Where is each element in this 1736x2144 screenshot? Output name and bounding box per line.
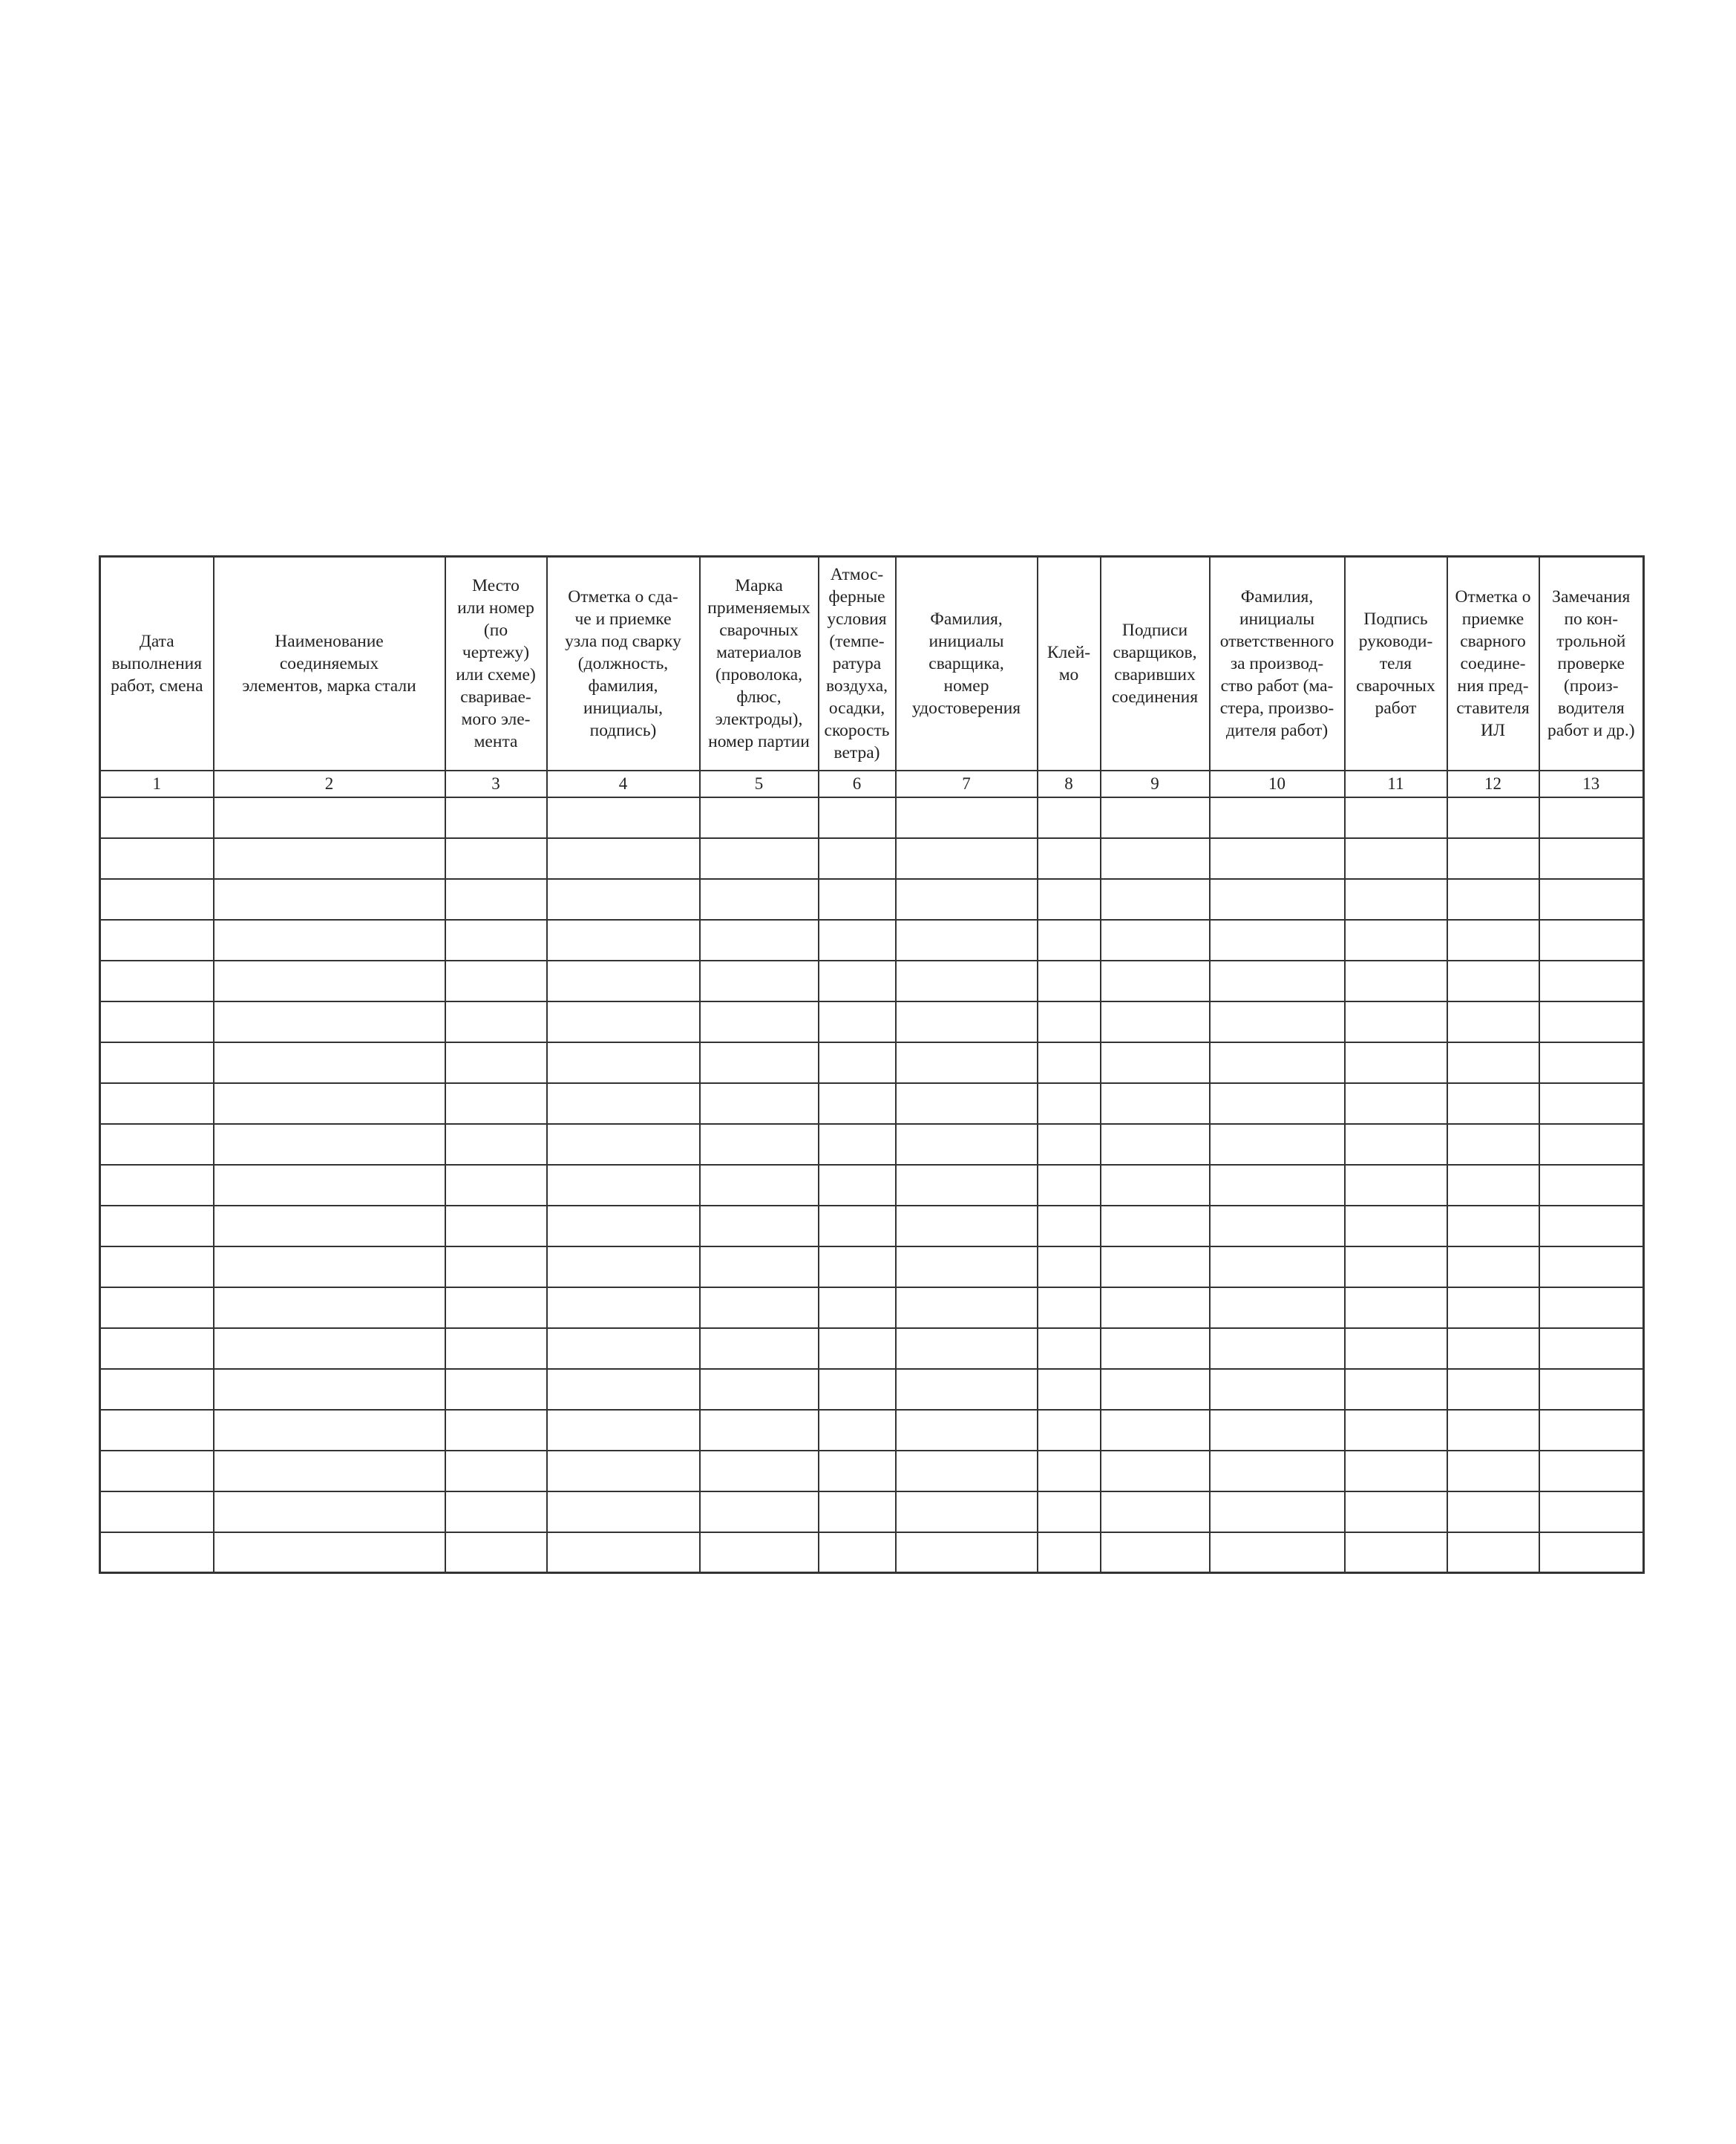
table-cell[interactable] bbox=[100, 1532, 214, 1573]
table-cell[interactable] bbox=[1447, 1328, 1539, 1369]
table-cell[interactable] bbox=[1447, 797, 1539, 838]
table-cell[interactable] bbox=[1539, 961, 1644, 1001]
table-cell[interactable] bbox=[896, 1246, 1038, 1287]
table-cell[interactable] bbox=[1101, 1042, 1210, 1083]
column-number-row bbox=[100, 771, 1644, 797]
table-cell[interactable] bbox=[100, 1124, 214, 1165]
table-cell[interactable] bbox=[1038, 1042, 1101, 1083]
column-header-location: Место или номер (по чертежу) или схеме) свариваe- мого эле- мента bbox=[445, 557, 547, 771]
table-cell[interactable] bbox=[1345, 1165, 1447, 1206]
table-cell[interactable] bbox=[700, 1124, 819, 1165]
table-cell[interactable] bbox=[700, 1532, 819, 1573]
table-cell[interactable] bbox=[547, 1042, 700, 1083]
table-cell[interactable] bbox=[700, 961, 819, 1001]
table-cell[interactable] bbox=[1038, 1451, 1101, 1491]
table-cell[interactable] bbox=[896, 1410, 1038, 1451]
table-cell[interactable] bbox=[700, 1165, 819, 1206]
table-cell[interactable] bbox=[1101, 1287, 1210, 1328]
table-cell[interactable] bbox=[896, 838, 1038, 879]
table-cell[interactable] bbox=[819, 1491, 896, 1532]
table-cell[interactable] bbox=[445, 838, 547, 879]
table-cell[interactable] bbox=[547, 961, 700, 1001]
table-cell[interactable] bbox=[1038, 1410, 1101, 1451]
table-cell[interactable] bbox=[214, 1124, 445, 1165]
table-cell[interactable] bbox=[1210, 879, 1345, 920]
table-cell[interactable] bbox=[1345, 1083, 1447, 1124]
table-cell[interactable] bbox=[896, 879, 1038, 920]
table-cell[interactable] bbox=[100, 879, 214, 920]
table-cell[interactable] bbox=[445, 961, 547, 1001]
table-cell[interactable] bbox=[1210, 1165, 1345, 1206]
table-row bbox=[100, 1451, 1644, 1491]
table-row bbox=[100, 1042, 1644, 1083]
table-cell[interactable] bbox=[1038, 1206, 1101, 1246]
table-cell[interactable] bbox=[700, 1246, 819, 1287]
column-header-date: Дата выполнения работ, смена bbox=[100, 557, 214, 771]
table-row bbox=[100, 1369, 1644, 1410]
table-cell[interactable] bbox=[1210, 1042, 1345, 1083]
table-cell[interactable] bbox=[1210, 1491, 1345, 1532]
table-cell[interactable] bbox=[1101, 1369, 1210, 1410]
column-number: 2 bbox=[214, 771, 445, 797]
table-cell[interactable] bbox=[700, 1287, 819, 1328]
table-row bbox=[100, 1532, 1644, 1573]
table-cell[interactable] bbox=[819, 1328, 896, 1369]
table-cell[interactable] bbox=[1539, 1410, 1644, 1451]
table-cell[interactable] bbox=[1539, 1491, 1644, 1532]
table-cell[interactable] bbox=[896, 961, 1038, 1001]
column-number: 3 bbox=[445, 771, 547, 797]
table-cell[interactable] bbox=[214, 920, 445, 961]
table-cell[interactable] bbox=[1345, 920, 1447, 961]
table-cell[interactable] bbox=[547, 1206, 700, 1246]
table-cell[interactable] bbox=[1539, 1369, 1644, 1410]
table-cell[interactable] bbox=[1210, 1369, 1345, 1410]
table-cell[interactable] bbox=[1210, 1532, 1345, 1573]
table-cell[interactable] bbox=[100, 1083, 214, 1124]
table-cell[interactable] bbox=[547, 1083, 700, 1124]
table-row bbox=[100, 1001, 1644, 1042]
table-cell[interactable] bbox=[100, 1287, 214, 1328]
table-cell[interactable] bbox=[1345, 1287, 1447, 1328]
table-row bbox=[100, 961, 1644, 1001]
table-cell[interactable] bbox=[214, 1042, 445, 1083]
table-cell[interactable] bbox=[445, 1328, 547, 1369]
table-cell[interactable] bbox=[100, 1042, 214, 1083]
table-cell[interactable] bbox=[547, 1001, 700, 1042]
table-cell[interactable] bbox=[819, 838, 896, 879]
table-cell[interactable] bbox=[1038, 1246, 1101, 1287]
table-cell[interactable] bbox=[819, 1532, 896, 1573]
column-number: 4 bbox=[547, 771, 700, 797]
table-cell[interactable] bbox=[445, 1287, 547, 1328]
table-cell[interactable] bbox=[1447, 961, 1539, 1001]
table-cell[interactable] bbox=[700, 1369, 819, 1410]
table-cell[interactable] bbox=[1447, 920, 1539, 961]
table-cell[interactable] bbox=[100, 1246, 214, 1287]
table-cell[interactable] bbox=[896, 1451, 1038, 1491]
table-cell[interactable] bbox=[1539, 1001, 1644, 1042]
table-cell[interactable] bbox=[1345, 1206, 1447, 1246]
table-cell[interactable] bbox=[100, 1001, 214, 1042]
table-cell[interactable] bbox=[1539, 1287, 1644, 1328]
table-cell[interactable] bbox=[214, 1246, 445, 1287]
table-cell[interactable] bbox=[1101, 1532, 1210, 1573]
table-cell[interactable] bbox=[1038, 1328, 1101, 1369]
table-cell[interactable] bbox=[1101, 1328, 1210, 1369]
table-cell[interactable] bbox=[214, 1206, 445, 1246]
table-cell[interactable] bbox=[1210, 1083, 1345, 1124]
table-cell[interactable] bbox=[700, 1001, 819, 1042]
table-cell[interactable] bbox=[445, 1246, 547, 1287]
table-cell[interactable] bbox=[819, 961, 896, 1001]
table-cell[interactable] bbox=[1038, 961, 1101, 1001]
table-cell[interactable] bbox=[214, 1369, 445, 1410]
table-cell[interactable] bbox=[896, 1328, 1038, 1369]
table-cell[interactable] bbox=[1447, 1001, 1539, 1042]
table-cell[interactable] bbox=[214, 1451, 445, 1491]
table-cell[interactable] bbox=[1447, 1369, 1539, 1410]
column-header-lab-acceptance: Отметка о приемке сварного соедине- ния пред- ставителя ИЛ bbox=[1447, 557, 1539, 771]
table-cell[interactable] bbox=[1038, 1124, 1101, 1165]
table-cell[interactable] bbox=[445, 1532, 547, 1573]
table-cell[interactable] bbox=[1345, 961, 1447, 1001]
table-row bbox=[100, 1165, 1644, 1206]
table-cell[interactable] bbox=[896, 920, 1038, 961]
table-cell[interactable] bbox=[1101, 1246, 1210, 1287]
table-cell[interactable] bbox=[819, 1287, 896, 1328]
table-cell[interactable] bbox=[1038, 1532, 1101, 1573]
table-cell[interactable] bbox=[819, 920, 896, 961]
table-cell[interactable] bbox=[1539, 1206, 1644, 1246]
column-header-stamp: Клей- мо bbox=[1038, 557, 1101, 771]
table-cell[interactable] bbox=[100, 920, 214, 961]
table-cell[interactable] bbox=[819, 879, 896, 920]
table-cell[interactable] bbox=[1038, 879, 1101, 920]
table-cell[interactable] bbox=[1447, 1042, 1539, 1083]
table-cell[interactable] bbox=[547, 1451, 700, 1491]
table-cell[interactable] bbox=[1038, 1083, 1101, 1124]
table-cell[interactable] bbox=[100, 961, 214, 1001]
table-cell[interactable] bbox=[896, 1165, 1038, 1206]
table-cell[interactable] bbox=[445, 879, 547, 920]
table-cell[interactable] bbox=[445, 1165, 547, 1206]
table-row bbox=[100, 1206, 1644, 1246]
table-row bbox=[100, 879, 1644, 920]
table-cell[interactable] bbox=[819, 1001, 896, 1042]
table-cell[interactable] bbox=[1101, 1165, 1210, 1206]
table-cell[interactable] bbox=[1345, 1246, 1447, 1287]
table-cell[interactable] bbox=[100, 1451, 214, 1491]
table-cell[interactable] bbox=[700, 920, 819, 961]
table-cell[interactable] bbox=[1539, 1451, 1644, 1491]
table-cell[interactable] bbox=[700, 838, 819, 879]
table-cell[interactable] bbox=[1038, 920, 1101, 961]
table-cell[interactable] bbox=[896, 1491, 1038, 1532]
table-cell[interactable] bbox=[1539, 1165, 1644, 1206]
table-cell[interactable] bbox=[1101, 1206, 1210, 1246]
table-cell[interactable] bbox=[445, 1369, 547, 1410]
table-cell[interactable] bbox=[1539, 838, 1644, 879]
table-cell[interactable] bbox=[445, 1124, 547, 1165]
table-cell[interactable] bbox=[1210, 1206, 1345, 1246]
column-number: 13 bbox=[1539, 771, 1644, 797]
table-row bbox=[100, 1410, 1644, 1451]
table-cell[interactable] bbox=[547, 1532, 700, 1573]
column-header-responsible: Фамилия, инициалы ответственного за производ- ство работ (ма- стера, произво- дителя работ) bbox=[1210, 557, 1345, 771]
table-cell[interactable] bbox=[1210, 920, 1345, 961]
table-cell[interactable] bbox=[700, 1206, 819, 1246]
table-cell[interactable] bbox=[214, 838, 445, 879]
table-cell[interactable] bbox=[1101, 879, 1210, 920]
table-cell[interactable] bbox=[1101, 1410, 1210, 1451]
table-cell[interactable] bbox=[700, 1491, 819, 1532]
table-cell[interactable] bbox=[1101, 1001, 1210, 1042]
table-cell[interactable] bbox=[1210, 961, 1345, 1001]
table-cell[interactable] bbox=[700, 1410, 819, 1451]
table-cell[interactable] bbox=[1447, 1246, 1539, 1287]
table-cell[interactable] bbox=[1345, 1451, 1447, 1491]
table-cell[interactable] bbox=[896, 1001, 1038, 1042]
table-cell[interactable] bbox=[214, 1328, 445, 1369]
table-cell[interactable] bbox=[1345, 1124, 1447, 1165]
table-cell[interactable] bbox=[700, 879, 819, 920]
table-row bbox=[100, 1083, 1644, 1124]
table-cell[interactable] bbox=[1447, 1287, 1539, 1328]
table-cell[interactable] bbox=[214, 879, 445, 920]
column-number: 1 bbox=[100, 771, 214, 797]
table-cell[interactable] bbox=[1345, 879, 1447, 920]
table-cell[interactable] bbox=[1101, 1491, 1210, 1532]
column-header-weather: Атмос- ферные условия (темпе- ратура воздуха, осадки, скорость ветра) bbox=[819, 557, 896, 771]
table-cell[interactable] bbox=[819, 1369, 896, 1410]
table-cell[interactable] bbox=[214, 1083, 445, 1124]
table-cell[interactable] bbox=[1210, 1328, 1345, 1369]
column-number: 5 bbox=[700, 771, 819, 797]
column-header-welder-name: Фамилия, инициалы сварщика, номер удостоверения bbox=[896, 557, 1038, 771]
table-cell[interactable] bbox=[445, 797, 547, 838]
table-cell[interactable] bbox=[214, 1001, 445, 1042]
column-header-welder-signatures: Подписи сварщиков, сваривших соединения bbox=[1101, 557, 1210, 771]
table-cell[interactable] bbox=[1539, 797, 1644, 838]
table-cell[interactable] bbox=[445, 1042, 547, 1083]
table-cell[interactable] bbox=[819, 1042, 896, 1083]
table-cell[interactable] bbox=[100, 1328, 214, 1369]
table-cell[interactable] bbox=[445, 1451, 547, 1491]
table-cell[interactable] bbox=[1210, 1287, 1345, 1328]
table-cell[interactable] bbox=[819, 1246, 896, 1287]
table-cell[interactable] bbox=[1038, 1165, 1101, 1206]
table-cell[interactable] bbox=[1038, 1491, 1101, 1532]
table-cell[interactable] bbox=[896, 797, 1038, 838]
table-cell[interactable] bbox=[896, 1532, 1038, 1573]
table-cell[interactable] bbox=[445, 920, 547, 961]
table-cell[interactable] bbox=[819, 1410, 896, 1451]
table-cell[interactable] bbox=[819, 1124, 896, 1165]
table-body bbox=[100, 797, 1644, 1573]
table-cell[interactable] bbox=[1447, 1124, 1539, 1165]
table-cell[interactable] bbox=[547, 797, 700, 838]
table-cell[interactable] bbox=[214, 1287, 445, 1328]
table-cell[interactable] bbox=[100, 1491, 214, 1532]
column-number: 7 bbox=[896, 771, 1038, 797]
table-cell[interactable] bbox=[819, 1451, 896, 1491]
table-cell[interactable] bbox=[1447, 1083, 1539, 1124]
table-cell[interactable] bbox=[1345, 1491, 1447, 1532]
table-cell[interactable] bbox=[1101, 961, 1210, 1001]
table-cell[interactable] bbox=[100, 838, 214, 879]
table-cell[interactable] bbox=[100, 797, 214, 838]
table-cell[interactable] bbox=[100, 1410, 214, 1451]
table-cell[interactable] bbox=[1038, 838, 1101, 879]
table-cell[interactable] bbox=[445, 1206, 547, 1246]
table-cell[interactable] bbox=[896, 1042, 1038, 1083]
welding-journal-table bbox=[99, 555, 1645, 1574]
table-cell[interactable] bbox=[700, 1083, 819, 1124]
table-cell[interactable] bbox=[819, 1165, 896, 1206]
table-cell[interactable] bbox=[214, 961, 445, 1001]
table-cell[interactable] bbox=[1101, 1451, 1210, 1491]
column-number: 12 bbox=[1447, 771, 1539, 797]
table-cell[interactable] bbox=[1447, 1410, 1539, 1451]
table-cell[interactable] bbox=[1101, 838, 1210, 879]
table-cell[interactable] bbox=[547, 1410, 700, 1451]
table-cell[interactable] bbox=[1345, 1369, 1447, 1410]
table-row bbox=[100, 797, 1644, 838]
table-cell[interactable] bbox=[1539, 1124, 1644, 1165]
table-row bbox=[100, 920, 1644, 961]
table-cell[interactable] bbox=[100, 1165, 214, 1206]
table-cell[interactable] bbox=[1345, 1001, 1447, 1042]
column-header-acceptance-mark: Отметка о сда- че и приемке узла под сварку (должность, фамилия, инициалы, подпись) bbox=[547, 557, 700, 771]
table-row bbox=[100, 838, 1644, 879]
table-cell[interactable] bbox=[1210, 1246, 1345, 1287]
column-header-materials: Марка применяемых сварочных материалов (проволока, флюс, электроды), номер партии bbox=[700, 557, 819, 771]
table-cell[interactable] bbox=[445, 1083, 547, 1124]
table-cell[interactable] bbox=[1345, 1328, 1447, 1369]
table-cell[interactable] bbox=[547, 879, 700, 920]
table-cell[interactable] bbox=[1210, 1124, 1345, 1165]
table-cell[interactable] bbox=[547, 1246, 700, 1287]
table-cell[interactable] bbox=[896, 1124, 1038, 1165]
table-cell[interactable] bbox=[547, 920, 700, 961]
table-cell[interactable] bbox=[1345, 838, 1447, 879]
table-cell[interactable] bbox=[1447, 1165, 1539, 1206]
table-cell[interactable] bbox=[1539, 1083, 1644, 1124]
table-row bbox=[100, 1124, 1644, 1165]
table-cell[interactable] bbox=[1210, 1001, 1345, 1042]
table-cell[interactable] bbox=[1539, 879, 1644, 920]
table-cell[interactable] bbox=[1210, 1451, 1345, 1491]
column-number: 9 bbox=[1101, 771, 1210, 797]
table-cell[interactable] bbox=[1345, 1532, 1447, 1573]
table-cell[interactable] bbox=[1101, 1083, 1210, 1124]
table-cell[interactable] bbox=[214, 1532, 445, 1573]
column-number: 8 bbox=[1038, 771, 1101, 797]
table-cell[interactable] bbox=[700, 1451, 819, 1491]
table-header-row bbox=[100, 557, 1644, 771]
table-cell[interactable] bbox=[896, 1287, 1038, 1328]
table-cell[interactable] bbox=[819, 1206, 896, 1246]
table-cell[interactable] bbox=[547, 1491, 700, 1532]
table-cell[interactable] bbox=[819, 1083, 896, 1124]
table-cell[interactable] bbox=[1539, 1042, 1644, 1083]
table-cell[interactable] bbox=[1210, 838, 1345, 879]
table-cell[interactable] bbox=[1447, 1532, 1539, 1573]
table-cell[interactable] bbox=[445, 1491, 547, 1532]
table-cell[interactable] bbox=[1038, 797, 1101, 838]
column-header-remarks: Замечания по кон- трольной проверке (произ- водителя работ и др.) bbox=[1539, 557, 1644, 771]
table-cell[interactable] bbox=[1539, 1246, 1644, 1287]
table-cell[interactable] bbox=[1210, 797, 1345, 838]
table-cell[interactable] bbox=[1447, 1451, 1539, 1491]
table-cell[interactable] bbox=[547, 1369, 700, 1410]
table-cell[interactable] bbox=[1447, 838, 1539, 879]
table-row bbox=[100, 1328, 1644, 1369]
table-cell[interactable] bbox=[1101, 797, 1210, 838]
table-cell[interactable] bbox=[819, 797, 896, 838]
table-cell[interactable] bbox=[700, 1042, 819, 1083]
table-cell[interactable] bbox=[445, 1001, 547, 1042]
table-cell[interactable] bbox=[896, 1206, 1038, 1246]
table-cell[interactable] bbox=[214, 1410, 445, 1451]
table-cell[interactable] bbox=[1345, 1042, 1447, 1083]
table-cell[interactable] bbox=[100, 1369, 214, 1410]
table-cell[interactable] bbox=[1539, 1328, 1644, 1369]
table-cell[interactable] bbox=[547, 1165, 700, 1206]
column-number: 10 bbox=[1210, 771, 1345, 797]
column-header-manager-signature: Подпись руководи- теля сварочных работ bbox=[1345, 557, 1447, 771]
table-cell[interactable] bbox=[1447, 879, 1539, 920]
table-cell[interactable] bbox=[700, 797, 819, 838]
table-row bbox=[100, 1491, 1644, 1532]
table-cell[interactable] bbox=[214, 797, 445, 838]
table-cell[interactable] bbox=[1101, 920, 1210, 961]
table-cell[interactable] bbox=[1539, 1532, 1644, 1573]
table-cell[interactable] bbox=[896, 1369, 1038, 1410]
table-cell[interactable] bbox=[214, 1491, 445, 1532]
table-cell[interactable] bbox=[1447, 1491, 1539, 1532]
table-cell[interactable] bbox=[1210, 1410, 1345, 1451]
table-cell[interactable] bbox=[896, 1083, 1038, 1124]
table-cell[interactable] bbox=[1101, 1124, 1210, 1165]
table-cell[interactable] bbox=[1345, 1410, 1447, 1451]
table-cell[interactable] bbox=[700, 1328, 819, 1369]
table-cell[interactable] bbox=[214, 1165, 445, 1206]
column-number: 6 bbox=[819, 771, 896, 797]
table-cell[interactable] bbox=[547, 1328, 700, 1369]
table-cell[interactable] bbox=[1038, 1369, 1101, 1410]
table-cell[interactable] bbox=[1447, 1206, 1539, 1246]
table-cell[interactable] bbox=[445, 1410, 547, 1451]
column-header-elements: Наименование соединяемых элементов, марка стали bbox=[214, 557, 445, 771]
table-cell[interactable] bbox=[547, 1124, 700, 1165]
table-row bbox=[100, 1287, 1644, 1328]
table-cell[interactable] bbox=[547, 838, 700, 879]
table-cell[interactable] bbox=[1539, 920, 1644, 961]
table-cell[interactable] bbox=[1345, 797, 1447, 838]
table-cell[interactable] bbox=[1038, 1001, 1101, 1042]
table-cell[interactable] bbox=[100, 1206, 214, 1246]
table-cell[interactable] bbox=[1038, 1287, 1101, 1328]
table-cell[interactable] bbox=[547, 1287, 700, 1328]
column-number: 11 bbox=[1345, 771, 1447, 797]
table-row bbox=[100, 1246, 1644, 1287]
